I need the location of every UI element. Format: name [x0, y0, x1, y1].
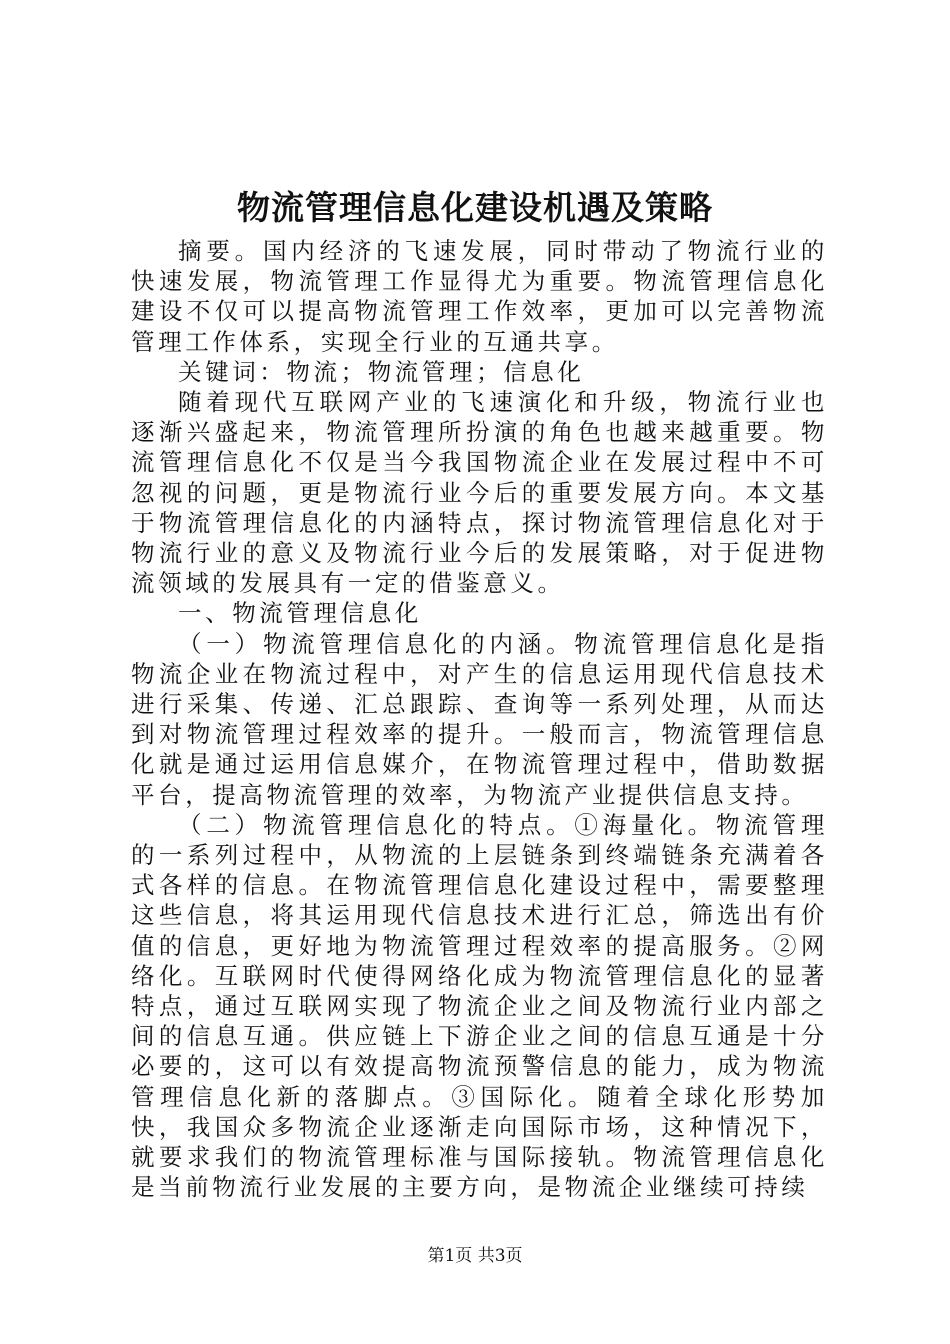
subsection-2-paragraph: （二）物流管理信息化的特点。①海量化。物流管理的一系列过程中，从物流的上层链条到终端链条充满着各式各样的信息。在物流管理信息化建设过程中，需要整理这些信息，将其运用现代信息技术进行汇总，筛选出有价值的信息，更好地为物流管理过程效率的提高服务。②网络化。互联网时代使得网络化成为物流管理信息化的显著特点，通过互联网实现了物流企业之间及物流行业内部之间的信息互通。供应链上下游企业之间的信息互通是十分必要的，这可以有效提高物流预警信息的能力，成为物流管理信息化新的落脚点。③国际化。随着全球化形势加快，我国众多物流企业逐渐走向国际市场，这种情况下，就要求我们的物流管理标准与国际接轨。物流管理信息化是当前物流行业发展的主要方向，是物流企业继续可持续	[131, 810, 828, 1202]
page-footer: 第1页 共3页	[427, 1246, 523, 1266]
document-body	[131, 236, 828, 1203]
intro-paragraph: 随着现代互联网产业的飞速演化和升级，物流行业也逐渐兴盛起来，物流管理所扮演的角色也越来越重要。物流管理信息化不仅是当今我国物流企业在发展过程中不可忽视的问题，更是物流行业今后的重要发展方向。本文基于物流管理信息化的内涵特点，探讨物流管理信息化对于物流行业的意义及物流行业今后的发展策略，对于促进物流领域的发展具有一定的借鉴意义。	[131, 388, 828, 598]
document-title: 物流管理信息化建设机遇及策略	[237, 188, 713, 227]
subsection-1-paragraph: （一）物流管理信息化的内涵。物流管理信息化是指物流企业在物流过程中，对产生的信息运用现代信息技术进行采集、传递、汇总跟踪、查询等一系列处理，从而达到对物流管理过程效率的提升。一般而言，物流管理信息化就是通过运用信息媒介，在物流管理过程中，借助数据平台，提高物流管理的效率，为物流产业提供信息支持。	[131, 629, 828, 809]
abstract-paragraph: 摘要。国内经济的飞速发展，同时带动了物流行业的快速发展，物流管理工作显得尤为重要。物流管理信息化建设不仅可以提高物流管理工作效率，更加可以完善物流管理工作体系，实现全行业的互通共享。	[131, 237, 828, 356]
keywords-paragraph: 关键词：物流；物流管理；信息化	[178, 357, 585, 386]
section-heading: 一、物流管理信息化	[178, 599, 422, 628]
